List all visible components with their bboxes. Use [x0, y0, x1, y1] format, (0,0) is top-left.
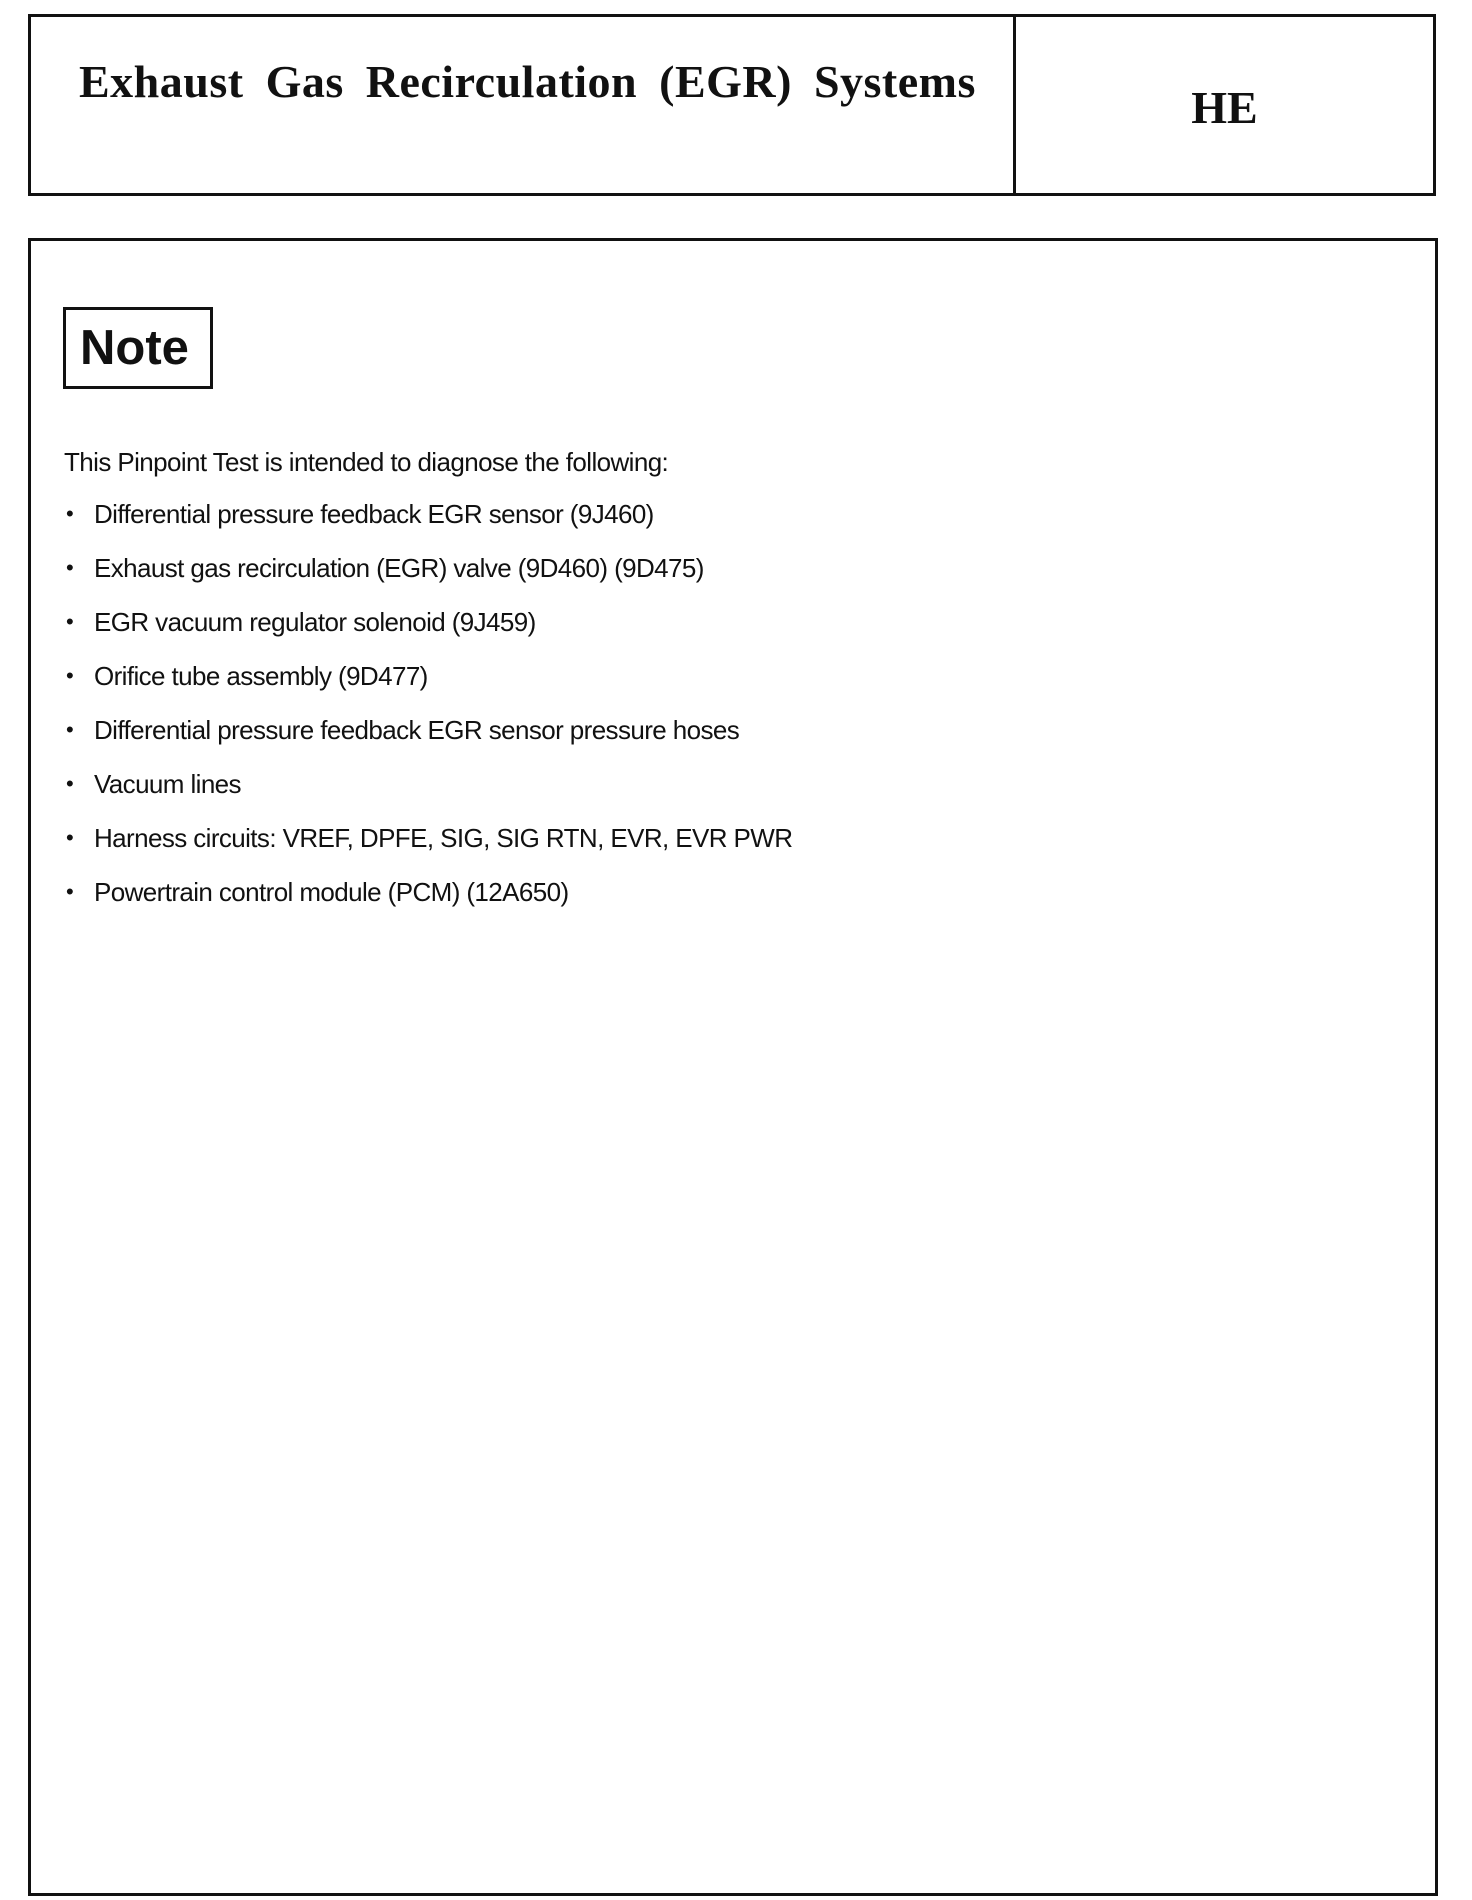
diagnosis-list	[64, 499, 792, 931]
bullet-icon: •	[66, 663, 74, 688]
list-item-text: Exhaust gas recirculation (EGR) valve (9D460) (9D475)	[94, 553, 704, 583]
list-item	[64, 607, 792, 661]
header-box	[28, 14, 1436, 196]
list-item-text: Powertrain control module (PCM) (12A650)	[94, 877, 569, 907]
bullet-icon: •	[66, 879, 74, 904]
list-item	[64, 823, 792, 877]
list-item	[64, 769, 792, 823]
list-item	[64, 715, 792, 769]
list-item	[64, 661, 792, 715]
bullet-icon: •	[66, 609, 74, 634]
list-item-text: Orifice tube assembly (9D477)	[94, 661, 428, 691]
header-title-cell	[31, 17, 1016, 193]
section-code: HE	[1191, 81, 1258, 133]
bullet-icon: •	[66, 771, 74, 796]
list-item	[64, 877, 792, 931]
bullet-icon: •	[66, 717, 74, 742]
note-panel	[28, 238, 1438, 1896]
bullet-icon: •	[66, 501, 74, 526]
page-title: Exhaust Gas Recirculation (EGR) Systems	[79, 56, 976, 107]
list-item	[64, 499, 792, 553]
note-label: Note	[63, 307, 213, 389]
list-item-text: Differential pressure feedback EGR sensor pressure hoses	[94, 715, 740, 745]
list-item-text: Differential pressure feedback EGR sensor (9J460)	[94, 499, 654, 529]
list-item	[64, 553, 792, 607]
note-intro: This Pinpoint Test is intended to diagnose the following:	[64, 447, 669, 477]
list-item-text: Harness circuits: VREF, DPFE, SIG, SIG RTN, EVR, EVR PWR	[94, 823, 793, 853]
header-code-cell	[1016, 17, 1433, 193]
list-item-text: Vacuum lines	[94, 769, 241, 799]
list-item-text: EGR vacuum regulator solenoid (9J459)	[94, 607, 536, 637]
bullet-icon: •	[66, 555, 74, 580]
bullet-icon: •	[66, 825, 74, 850]
